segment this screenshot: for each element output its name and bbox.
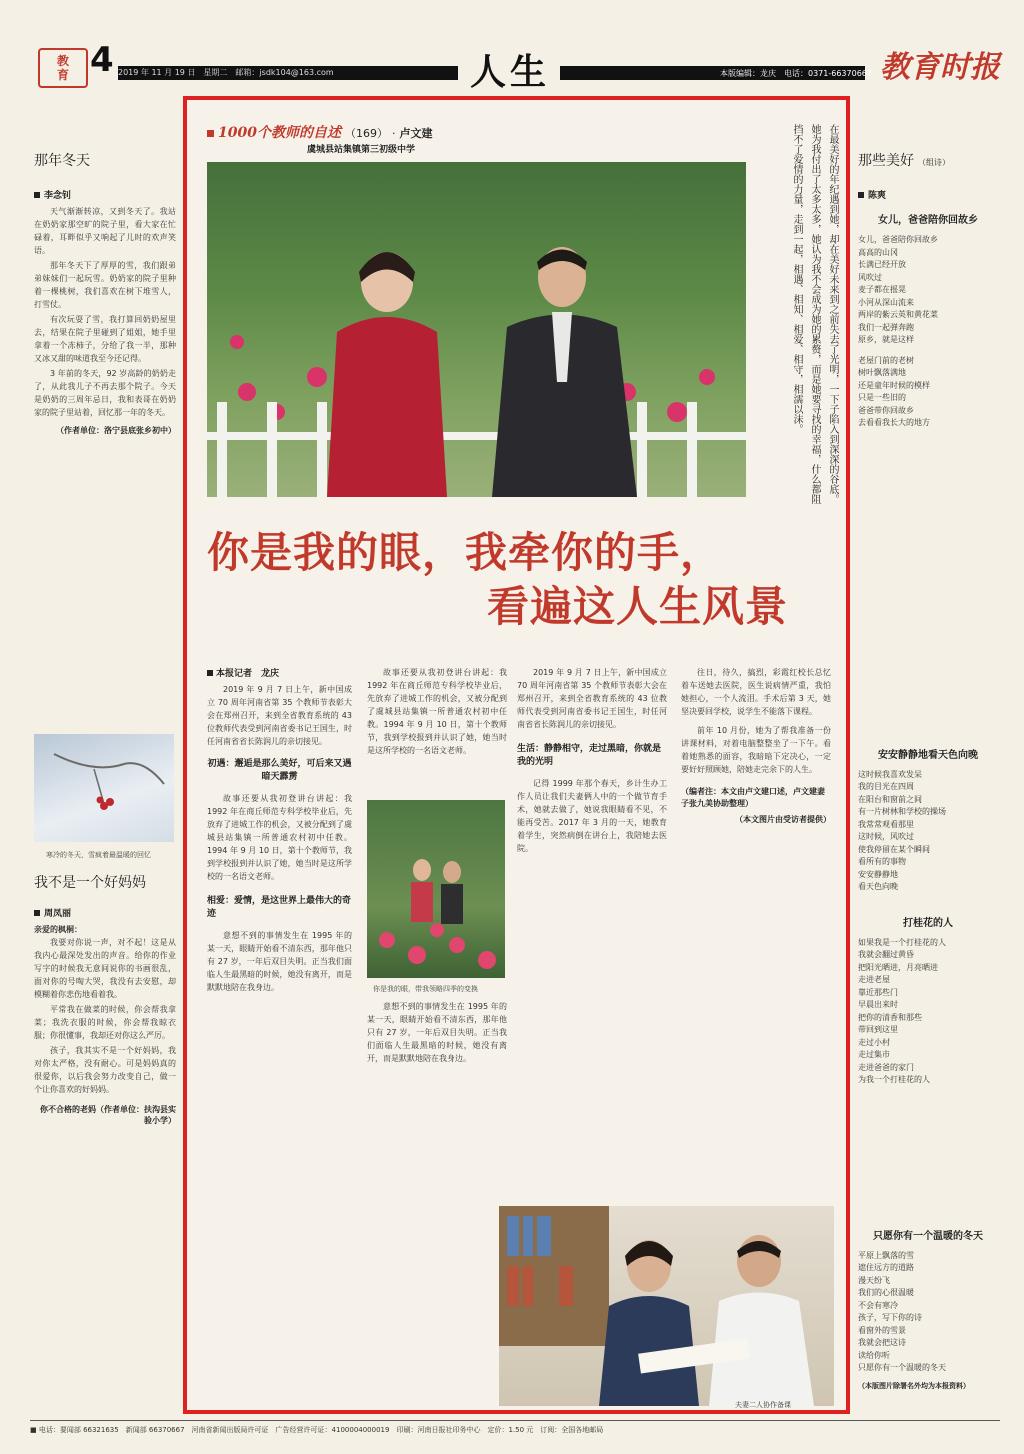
paragraph: 往日，待久，搞烈，彩霞红校长总忆着车送她去医院，医生说病情严重，我怕她担心，一个人流泪。手术后第 3 天，她坚决要回学校，说学生不能落下课程。 [681,668,831,716]
paragraph: 意想不到的事情发生在 1995 年的某一天，眼睛开始看不清东西，那年他只有 27 岁，一年后双目失明。正当我们面临人生最黑暗的时候，她没有离开，而是默默地陪在我身边。 [207,931,352,992]
bullet-icon [207,130,214,137]
author-note: 你不合格的老妈（作者单位：扶沟县实验小学） [40,1105,176,1125]
issue-number: （169） [344,127,388,140]
poet-name: 陈爽 [868,191,887,201]
school-name: 虞城县站集镇第三初级中学 [307,145,416,155]
poem-collection-tag: （组诗） [918,158,950,167]
paragraph: 那年冬天下了厚厚的雪，我们跟弟弟妹妹们一起玩雪。奶奶家的院子里种着一棵桃树，我们喜欢在树下堆雪人，打雪仗。 [34,261,176,309]
page-footer: ■ 电话：要闻部 66321635 新闻部 66370667 河南省新闻出版局许可证 广告经营许可证：4100004000019 印刷：河南日报社印务中心 定价：1.50 元 订阅：全国各地邮局 [30,1420,1000,1440]
poem-body: 如果我是一个打桂花的人 我就会翻过黄昏 把阳光晒进，月亮晒进 走进老屋 靠近那些门 早晨出来时 把你的清香和那些 带回到这里 走过小村 走过集市 走进爸爸的家门 为我一个打桂花的人 [858,937,946,1084]
left-article-1 [34,150,176,436]
editor-note: （编者注：本文由卢文建口述，卢文建妻子张九美协助整理） [681,787,825,808]
poem-title: 只愿你有一个温暖的冬天 [873,1230,983,1242]
paragraph: 记得 1999 年那个春天，乡计生办工作人员让我们夫妻俩人中的一个做节育手术，她就去做了，她说我眼睛看不见，不能再受苦。2017 年 3 月的一天，她教育着学生，突然病倒在讲台上，我陪她去医院。 [517,779,667,853]
paragraph: 前年 10 月份，她为了帮我准备一份讲课材料，对着电脑整整坐了一下午。看着她熟悉的面容，我暗暗下定决心，一定要好好照顾她，陪她走完余下的人生。 [681,726,831,774]
masthead: 教育时报 [880,50,1000,85]
article-title: 那年冬天 [34,153,90,169]
poem-title: 女儿，爸爸陪你回故乡 [878,215,978,226]
poem-title: 安安静静地看天色向晚 [878,749,978,761]
side-quote: 在最美好的年纪遇到她，却在美好未来到之前失去了光明，一下子陷入到深深的谷底。她为我付出了太多太多，她认为我不会成为她的累赘，而是她要寻找的幸福，什么都阻挡不了爱情的力量，走到一起，相遇、相知、相爱、相守，相濡以沫。 [791,124,838,504]
bullet-icon [34,192,40,198]
series-name: 1000个教师的自述 [218,125,341,141]
subheading-1: 初遇：邂逅是那么美好，可后来又遇暗天霹雳 [207,759,352,782]
paragraph: 意想不到的事情发生在 1995 年的某一天，眼睛开始看不清东西，那年他只有 27 岁，一年后双目失明。正当我们面临人生最黑暗的时候，她没有离开，而是默默地陪在我身边。 [367,1002,507,1063]
article-author: 周凤丽 [44,909,72,919]
page-number: 4 [90,40,114,80]
poem-body: 女儿，爸爸陪你回故乡 高高的山冈 长满已经开放 风吹过 麦子都在摇晃 小河从深山流来 两岸的紫云英和黄花菜 我们一起弹奔跑 原乡，就是这样 老屋门前的老树 树叶飘落满地 还是童年时候的模样 只是一些旧的 爸爸带你回故乡 去看看我长大的地方 [858,235,938,427]
article-body [34,205,176,419]
paragraph: 我要对你说一声，对不起！这是从我内心最深处发出的声音。给你的作业写字的时候我无意间说你的书画很乱，面对你的号啕大哭，我没有去安慰，却模糊着你悲伤地看着我。 [34,938,176,999]
paragraph: 有次玩耍了雪，我打算回奶奶屋里去，结果在院子里碰到了姐姐，她手里拿着一个冻柿子，分给了我一半，那种又冰又甜的味道我至今还记得。 [34,315,176,363]
subheading-2: 相爱：爱情，是这世界上最伟大的奇迹 [207,896,352,919]
winter-berries-image [34,734,174,842]
bullet-icon [858,192,864,198]
body-column-3 [517,666,667,857]
paragraph: 故事还要从我初登讲台讲起：我 1992 年在商丘师范专科学校毕业后，先放弃了进城工作的机会，又被分配到了虞城县站集镇一所普通农村初中任教。1994 年 9 月 10 日，第十个教师节，我到学校报到并认识了她，她当时是这所学校的一名语文老师。 [207,794,352,881]
couple-photo [207,162,746,497]
headline-line-2: 看遍这人生风景 [487,582,789,631]
paragraph: 3 年前的冬天，92 岁高龄的奶奶走了，从此我儿子不再去那个院子。今天是奶奶的三周年忌日，我和表哥在奶奶家的院子里站着，回忆那一年的冬天。 [34,369,176,417]
section-title: 人生 [470,52,551,93]
paragraph: 平常我在做菜的时候，你会帮我拿菜；我洗衣服的时候，你会帮我晾衣服；你很懂事，我却还对你这么严厉。 [34,1005,176,1040]
paragraph: 故事还要从我初登讲台讲起：我 1992 年在商丘师范专科学校毕业后，先放弃了进城工作的机会，又被分配到了虞城县站集镇一所普通农村初中任教。1994 年 9 月 10 日，第十个教师节，我到学校报到并认识了她，她当时是这所学校的一名语文老师。 [367,668,507,755]
body-column-2b [367,1000,507,1067]
editor-line: 本版编辑：龙庆 电话：0371-66370667 [720,69,872,78]
narrator-name: 卢文建 [399,127,433,140]
poem-title: 打桂花的人 [903,917,953,929]
author-note: （作者单位：洛宁县底张乡初中） [56,426,176,435]
header-date: 2019 年 11 月 19 日 星期二 邮箱：jsdk104@163.com [118,68,334,77]
feature-article-frame [183,96,850,1414]
subheading-3: 生活：静静相守，走过黑暗，你就是我的光明 [517,744,662,767]
paragraph: 孩子，我其实不是一个好妈妈，我对你太严格，没有耐心。可是妈妈真的很爱你，以后我会努力改变自己，做一个让你喜欢的好妈妈。 [34,1046,176,1094]
flower-photo [367,800,505,978]
photo-credit: （本文图片由受访者提供） [735,815,831,824]
education-logo: 教 育 [38,48,88,88]
article-author: 李念钊 [44,191,72,201]
couple-working-photo [499,1206,834,1406]
bullet-icon [207,670,213,676]
right-column [858,150,998,1391]
column-label: 1000个教师的自述 （169） · 卢文建 [207,122,432,142]
greeting: 亲爱的枫桐： [34,925,82,934]
poem-collection-title: 那些美好 [858,153,914,169]
headline-line-1: 你是我的眼，我牵你的手， [207,528,724,577]
page-header [0,0,1024,92]
image-caption: 寒冷的冬天，雪疯着最温暖的回忆 [46,851,151,859]
poem-body: 这时候我喜欢发呆 我的目光在四周 在阳台和窗前之间 有一片树林和学校的操场 我常常观看那里 这时候，风吹过 使我停留在某个瞬间 看所有的事物 安安静静地 看天色向晚 [858,769,946,891]
paragraph: 2019 年 9 月 7 日上午，新中国成立 70 周年河南省第 35 个教师节表彰大会在郑州召开，来到全省教育系统的 43 位教师代表受到河南省委书记王国生，时任河南省省长陈润儿的亲切接见。 [517,668,667,729]
poem-body: 平原上飘落的雪 遮住远方的道路 漫天纷飞 我们的心很温暖 不会有寒冷 孩子，写下你的诗 看窗外的雪景 我就会把这诗 读给你听 只愿你有一个温暖的冬天 [858,1250,946,1372]
article-title: 我不是一个好妈妈 [34,875,146,891]
left-article-2 [34,872,176,1126]
photo-caption: 夫妻二人协作备课 [735,1401,791,1409]
article-body [34,923,176,1096]
paragraph: 天气渐渐转凉，又到冬天了。我站在奶奶家那空旷的院子里，看大家在忙碌着，耳畔似乎又响起了儿时的欢声笑语。 [34,207,176,255]
bullet-icon [34,910,40,916]
byline: 本报记者 龙庆 [216,669,280,679]
image-credit-note: （本版图片除署名外均为本报资料） [858,1381,970,1390]
photo-caption: 你是我的眼，带我领略四季的变换 [373,985,478,993]
body-column-2 [367,666,507,759]
body-column-1 [207,666,352,996]
intro-paragraph: 2019 年 9 月 7 日上午，新中国成立 70 周年河南省第 35 个教师节表彰大会在郑州召开，来到全省教育系统的 43 位教师代表受到河南省委书记王国生，时任河南省省长陈润儿的亲切接见。 [207,685,352,746]
body-column-4 [681,666,831,825]
